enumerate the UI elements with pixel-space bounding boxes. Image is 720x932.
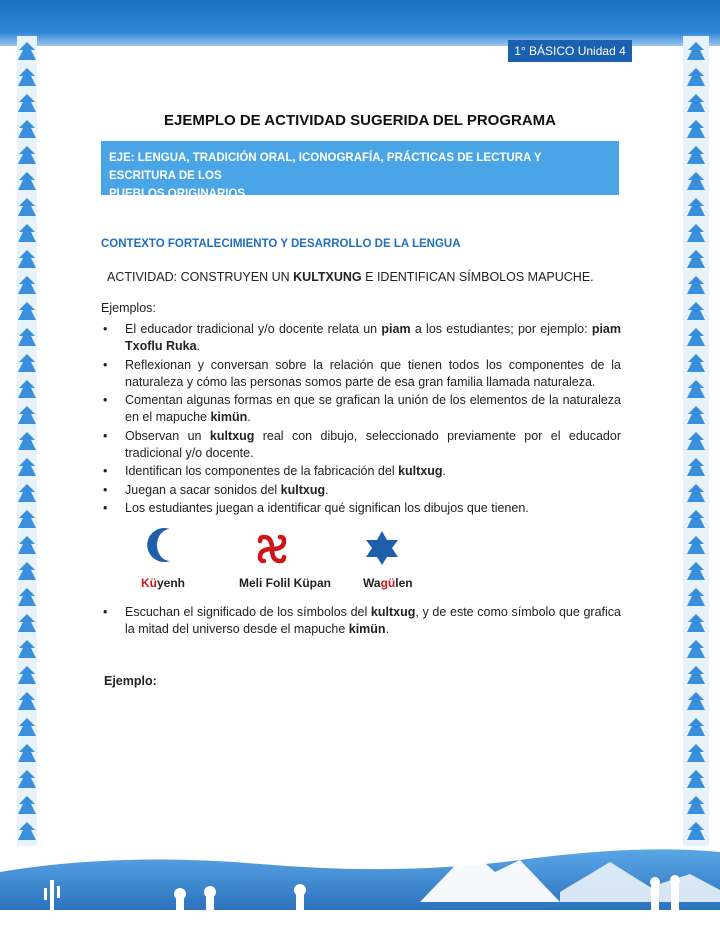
unit-badge: 1° BÁSICO Unidad 4 <box>508 40 632 62</box>
footer-landscape <box>0 832 720 932</box>
list-item: • Observan un kultxug real con dibujo, seleccionado previamente por el educador tradicional y/o docente. <box>103 428 621 460</box>
symbol-label-meli-folil: Meli Folil Küpan <box>239 576 331 590</box>
right-decorative-border <box>680 36 712 846</box>
examples-list-continued <box>101 604 621 640</box>
bullet-dot: • <box>103 464 108 478</box>
list-item: • Reflexionan y conversan sobre la relación que tienen todos los componentes de la naturaleza y cómo las personas somos parte de esa gran familia llamada naturaleza. <box>103 357 621 389</box>
left-decorative-border <box>14 36 40 846</box>
bullet-dot: • <box>103 482 108 497</box>
list-item: • Juegan a sacar sonidos del kultxug. <box>103 482 329 497</box>
bullet-dot: • <box>103 428 108 443</box>
eje-banner <box>101 141 619 200</box>
activity-prefix: ACTIVIDAD: CONSTRUYEN UN <box>107 270 294 284</box>
bullet-dot: • <box>103 322 108 336</box>
ejemplo-label: Ejemplo: <box>104 674 157 688</box>
activity-suffix: E IDENTIFICAN SÍMBOLOS MAPUCHE. <box>361 270 594 284</box>
list-item: • Identifican los componentes de la fabricación del kultxug. <box>103 464 447 478</box>
page-title: EJEMPLO DE ACTIVIDAD SUGERIDA DEL PROGRAMA <box>164 112 556 129</box>
activity-bold: KULTXUNG <box>293 270 362 284</box>
bullet-dot: • <box>103 357 108 372</box>
bullet-dot: • <box>103 393 108 407</box>
examples-label: Ejemplos: <box>101 301 156 315</box>
bullet-dot: • <box>103 605 108 619</box>
bullet-dot: • <box>103 501 108 515</box>
eje-line-2: PUEBLOS ORIGINARIOS <box>109 188 246 200</box>
list-item: • El educador tradicional y/o docente relata un piam a los estudiantes; por ejemplo: piam Txoflu Ruka. <box>103 322 621 353</box>
list-item: • Los estudiantes juegan a identificar qué significan los dibujos que tienen. <box>103 501 529 515</box>
examples-list <box>101 321 621 519</box>
list-item: • Escuchan el significado de los símbolos del kultxug, y de este como símbolo que grafica la mitad del universo desde el mapuche kimün. <box>103 605 621 636</box>
meli-folil-icon <box>255 532 289 566</box>
context-heading: CONTEXTO FORTALECIMIENTO Y DESARROLLO DE LA LENGUA <box>101 238 461 250</box>
star-icon <box>364 530 400 566</box>
list-item: • Comentan algunas formas en que se grafican la unión de los elementos de la naturaleza en el mapuche kimün. <box>103 393 621 424</box>
symbol-label-wagulen: Wagülen <box>363 576 413 590</box>
eje-line-1: EJE: LENGUA, TRADICIÓN ORAL, ICONOGRAFÍA, PRÁCTICAS DE LECTURA Y ESCRITURA DE LOS <box>109 152 542 182</box>
symbol-label-kuyenh: Küyenh <box>141 576 186 590</box>
crescent-moon-icon <box>140 525 180 565</box>
activity-line <box>107 270 594 284</box>
